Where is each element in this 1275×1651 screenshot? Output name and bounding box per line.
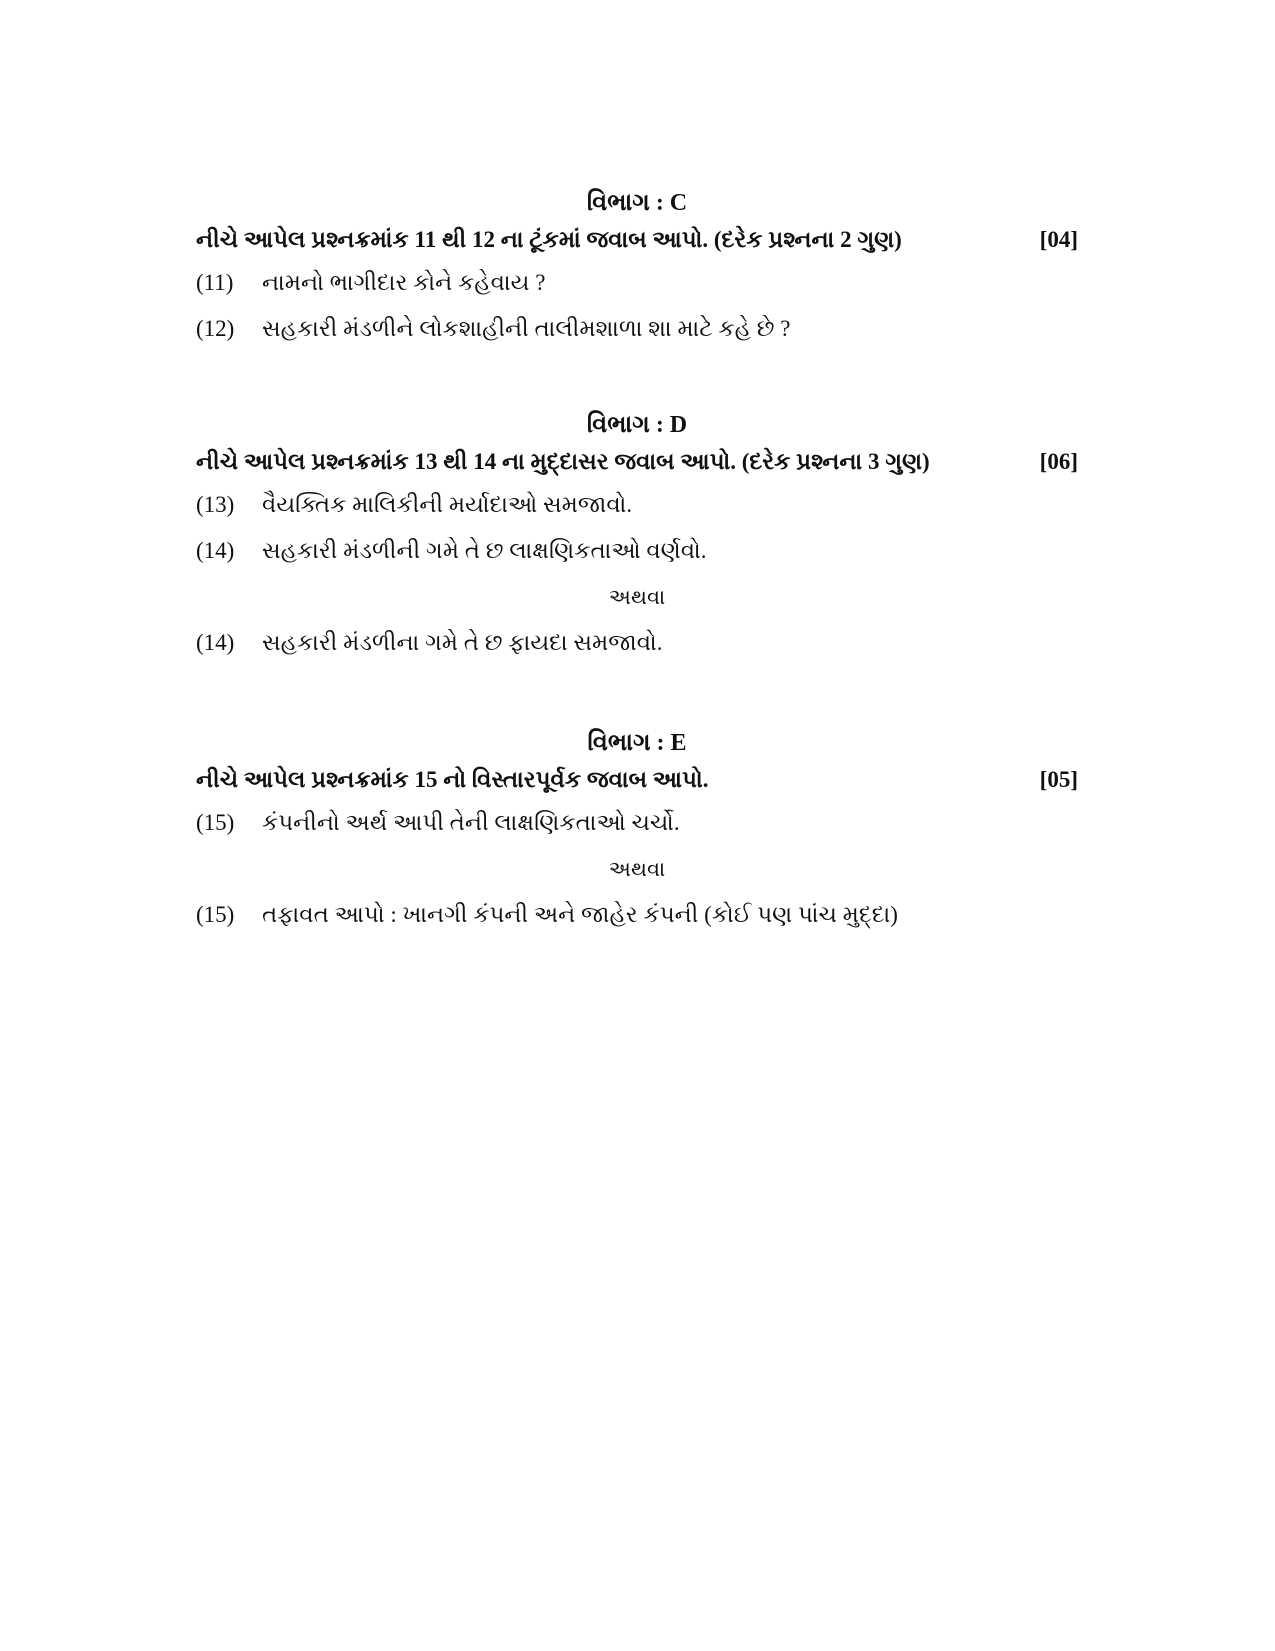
- question-text: સહકારી મંડળીને લોકશાહીની તાલીમશાળા શા માટે કહે છે ?: [262, 316, 791, 341]
- question-item: [196, 482, 1078, 528]
- section-marks: [04]: [1039, 227, 1078, 252]
- question-number: (14): [196, 630, 235, 655]
- question-number: (13): [196, 492, 235, 517]
- question-number: (15): [196, 902, 235, 927]
- question-text: સહકારી મંડળીની ગમે તે છ લાક્ષણિકતાઓ વર્ણવો.: [262, 538, 707, 563]
- question-item: [196, 620, 1078, 666]
- section-instruction-row: [196, 220, 1078, 260]
- section-e: [196, 726, 1078, 938]
- question-text: તફાવત આપો : ખાનગી કંપની અને જાહેર કંપની (કોઈ પણ પાંચ મુદ્દા): [262, 902, 898, 927]
- section-title: વિભાગ : D: [586, 412, 688, 438]
- section-instruction-row: [196, 760, 1078, 800]
- section-instruction: નીચે આપેલ પ્રશ્નક્રમાંક 11 થી 12 ના ટૂંકમાં જવાબ આપો. (દરેક પ્રશ્નના 2 ગુણ): [196, 227, 902, 252]
- question-item: [196, 306, 1078, 352]
- section-instruction-row: [196, 442, 1078, 482]
- question-text: નામનો ભાગીદાર કોને કહેવાય ?: [262, 270, 546, 295]
- section-d: [196, 408, 1078, 666]
- question-text: સહકારી મંડળીના ગમે તે છ ફાયદા સમજાવો.: [262, 630, 663, 655]
- question-item: [196, 800, 1078, 846]
- question-item: [196, 892, 1078, 938]
- question-number: (15): [196, 810, 235, 835]
- or-separator: અથવા: [608, 585, 666, 609]
- question-text: કંપનીનો અર્થ આપી તેની લાક્ષણિકતાઓ ચર્ચો.: [262, 810, 680, 835]
- question-item: [196, 260, 1078, 306]
- section-title: વિભાગ : C: [586, 190, 688, 216]
- section-marks: [05]: [1039, 767, 1078, 792]
- section-marks: [06]: [1039, 449, 1078, 474]
- question-text: વૈયક્તિક માલિકીની મર્યાદાઓ સમજાવો.: [262, 492, 633, 517]
- question-number: (14): [196, 538, 235, 563]
- question-number: (12): [196, 316, 235, 341]
- or-separator: અથવા: [608, 857, 666, 881]
- section-instruction: નીચે આપેલ પ્રશ્નક્રમાંક 15 નો વિસ્તારપૂર્વક જવાબ આપો.: [196, 767, 709, 792]
- question-number: (11): [196, 270, 234, 295]
- section-instruction: નીચે આપેલ પ્રશ્નક્રમાંક 13 થી 14 ના મુદ્દાસર જવાબ આપો. (દરેક પ્રશ્નના 3 ગુણ): [196, 449, 930, 474]
- section-c: [196, 186, 1078, 352]
- section-title: વિભાગ : E: [587, 730, 687, 756]
- question-item: [196, 528, 1078, 574]
